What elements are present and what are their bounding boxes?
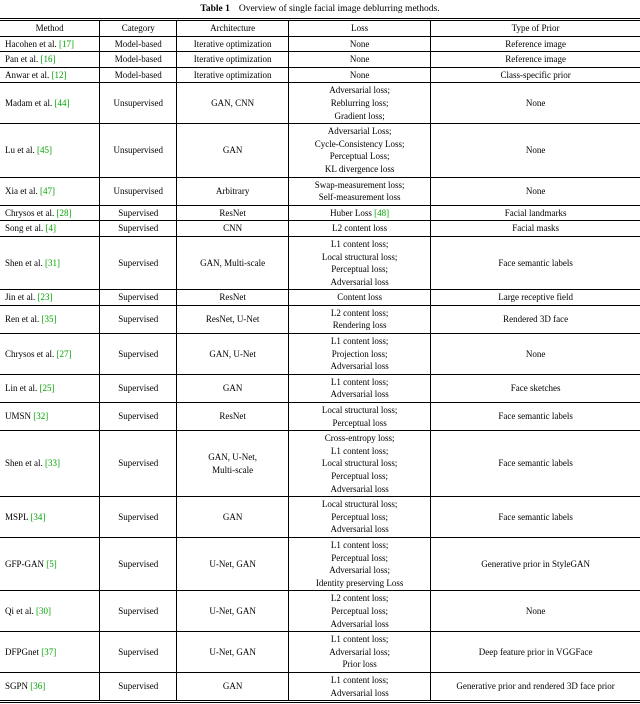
method-name: Jin et al. <box>5 292 38 303</box>
loss-line: Prior loss <box>342 659 377 670</box>
prior-cell: Face semantic labels <box>431 431 640 497</box>
method-cell <box>0 205 100 221</box>
loss-line: Adversarial loss <box>330 483 389 494</box>
category-cell: Supervised <box>100 374 177 402</box>
architecture-line: ResNet, U-Net <box>205 314 260 325</box>
loss-line: L1 content loss; <box>330 445 389 456</box>
architecture-line: ResNet <box>219 411 246 422</box>
loss-line: Identity preserving Loss <box>315 577 404 588</box>
loss-line: L1 content loss; <box>330 674 389 685</box>
citation-link[interactable]: [32] <box>33 411 49 422</box>
method-cell <box>0 374 100 402</box>
loss-line: Perceptual loss; <box>331 471 389 481</box>
loss-line: Self-measurement loss <box>318 192 401 203</box>
architecture-cell <box>177 537 289 590</box>
table-caption-text: Overview of single facial image deblurring methods. <box>238 4 440 14</box>
architecture-line: GAN <box>222 383 243 394</box>
category-cell: Supervised <box>100 403 177 431</box>
loss-line: Gradient loss; <box>334 110 385 121</box>
loss-line: Local structural loss; <box>321 458 398 469</box>
loss-line: Adversarial loss <box>330 524 389 535</box>
architecture-cell <box>177 67 289 83</box>
method-cell <box>0 672 100 701</box>
method-name: Shen et al. <box>5 257 45 268</box>
method-name: SGPN <box>5 681 31 692</box>
architecture-cell <box>177 431 289 497</box>
loss-line: None <box>349 69 370 80</box>
architecture-line: GAN, U-Net, <box>208 452 257 463</box>
loss-line: Adversarial loss <box>330 618 389 629</box>
loss-line: None <box>349 38 370 49</box>
citation-link[interactable]: [44] <box>54 97 70 108</box>
architecture-line: Iterative optimization <box>193 69 272 80</box>
method-name: Pan et al. <box>5 54 41 65</box>
loss-cell <box>289 236 431 289</box>
loss-line: Perceptual Loss; <box>329 151 390 162</box>
loss-line: Local structural loss; <box>321 251 398 262</box>
method-cell <box>0 591 100 632</box>
table-caption <box>0 0 640 18</box>
architecture-cell <box>177 591 289 632</box>
architecture-line: U-Net, GAN <box>209 605 256 616</box>
method-cell <box>0 52 100 68</box>
loss-line: Local structural loss; <box>321 499 398 510</box>
loss-line: Local structural loss; <box>321 405 398 416</box>
prior-cell: Face semantic labels <box>431 236 640 289</box>
citation-link[interactable]: [17] <box>58 38 74 49</box>
loss-line: Swap-measurement loss; <box>314 179 405 190</box>
prior-cell: Facial landmarks <box>431 205 640 221</box>
category-cell: Supervised <box>100 205 177 221</box>
architecture-cell <box>177 305 289 333</box>
prior-cell: Deep feature prior in VGGFace <box>431 632 640 673</box>
category-cell: Model-based <box>100 67 177 83</box>
loss-line: Cross-entropy loss; <box>324 433 395 444</box>
loss-line: None <box>349 54 370 65</box>
category-cell: Unsupervised <box>100 83 177 124</box>
loss-line: Perceptual loss <box>332 417 387 428</box>
method-cell <box>0 83 100 124</box>
citation-link[interactable]: [35] <box>41 314 57 325</box>
loss-cell <box>289 374 431 402</box>
method-name: Shen et al. <box>5 458 45 469</box>
loss-line: L1 content loss; <box>330 238 389 249</box>
table-row-chrysos-et-al <box>0 334 640 375</box>
architecture-line: ResNet <box>219 292 246 303</box>
loss-line: Perceptual loss; <box>331 605 389 616</box>
method-name: DFPGnet <box>5 646 42 657</box>
method-name: GFP-GAN <box>5 558 47 569</box>
table-row-xia-et-al <box>0 177 640 205</box>
table-row-mspl <box>0 497 640 538</box>
loss-cell <box>289 672 431 701</box>
loss-line: KL divergence loss <box>324 163 395 174</box>
citation-link[interactable]: [27] <box>56 348 72 359</box>
architecture-line: U-Net, GAN <box>209 646 256 657</box>
loss-cell <box>289 591 431 632</box>
loss-cell <box>289 221 431 237</box>
column-header-category: Category <box>100 20 177 37</box>
prior-cell: None <box>431 177 640 205</box>
method-name: Hacohen et al. <box>5 38 59 49</box>
method-name: Madam et al. <box>5 97 55 108</box>
loss-cell <box>289 431 431 497</box>
architecture-line: GAN <box>222 511 243 522</box>
prior-cell: None <box>431 591 640 632</box>
architecture-cell <box>177 177 289 205</box>
loss-line: L2 content loss <box>332 223 388 234</box>
method-name: Xia et al. <box>5 185 40 196</box>
citation-link[interactable]: [12] <box>51 69 67 80</box>
citation-link[interactable]: [16] <box>40 54 56 65</box>
category-cell: Supervised <box>100 221 177 237</box>
table-row-qi-et-al <box>0 591 640 632</box>
architecture-cell <box>177 632 289 673</box>
citation-link[interactable]: [31] <box>45 257 60 268</box>
loss-line: L1 content loss; <box>330 539 389 550</box>
loss-cell <box>289 36 431 52</box>
loss-cell <box>289 52 431 68</box>
loss-line: L1 content loss; <box>330 634 389 645</box>
method-cell <box>0 36 100 52</box>
table-row-chrysos-et-al <box>0 205 640 221</box>
loss-cell <box>289 305 431 333</box>
prior-cell: Reference image <box>431 52 640 68</box>
method-name: Chrysos et al. <box>5 207 57 218</box>
architecture-cell <box>177 36 289 52</box>
loss-line: Perceptual loss; <box>331 511 389 522</box>
loss-line: Adversarial loss; <box>329 85 391 96</box>
method-name: Chrysos et al. <box>5 348 57 359</box>
method-cell <box>0 334 100 375</box>
method-name: Lin et al. <box>5 383 40 394</box>
loss-cell <box>289 177 431 205</box>
method-cell <box>0 403 100 431</box>
loss-line: Projection loss; <box>331 348 388 359</box>
prior-cell: None <box>431 124 640 177</box>
loss-line: Content loss <box>337 292 383 303</box>
architecture-cell <box>177 124 289 177</box>
architecture-cell <box>177 334 289 375</box>
architecture-line: Iterative optimization <box>193 54 272 65</box>
loss-line: Reblurring loss; <box>330 97 389 108</box>
loss-line: Adversarial loss <box>330 687 389 698</box>
method-cell <box>0 290 100 306</box>
prior-cell: Face semantic labels <box>431 403 640 431</box>
method-name: Ren et al. <box>5 314 42 325</box>
prior-cell: Generative prior and rendered 3D face prior <box>431 672 640 701</box>
table-row-sgpn <box>0 672 640 701</box>
citation-link[interactable]: [23] <box>37 292 53 303</box>
category-cell: Supervised <box>100 431 177 497</box>
loss-line: L2 content loss; <box>330 593 389 604</box>
table-row-shen-et-al <box>0 236 640 289</box>
citation-link[interactable]: [36] <box>30 681 46 692</box>
method-cell <box>0 632 100 673</box>
loss-cell <box>289 403 431 431</box>
loss-cell <box>289 205 431 221</box>
prior-cell: Large receptive field <box>431 290 640 306</box>
citation-link[interactable]: [28] <box>56 207 72 218</box>
loss-cell <box>289 67 431 83</box>
citation-link[interactable]: [47] <box>40 185 55 196</box>
column-header-loss: Loss <box>289 20 431 37</box>
architecture-line: U-Net, GAN <box>209 558 256 569</box>
architecture-cell <box>177 83 289 124</box>
architecture-cell <box>177 374 289 402</box>
prior-cell: Class-specific prior <box>431 67 640 83</box>
citation-link[interactable]: [5] <box>46 558 57 569</box>
architecture-cell <box>177 290 289 306</box>
table-row-song-et-al <box>0 221 640 237</box>
table-label: Table 1 <box>200 4 230 14</box>
architecture-cell <box>177 236 289 289</box>
prior-cell: None <box>431 83 640 124</box>
table-row-shen-et-al <box>0 431 640 497</box>
architecture-cell <box>177 221 289 237</box>
method-cell <box>0 236 100 289</box>
category-cell: Unsupervised <box>100 177 177 205</box>
loss-cell <box>289 632 431 673</box>
category-cell: Model-based <box>100 36 177 52</box>
loss-cell <box>289 497 431 538</box>
loss-line: Adversarial loss; <box>329 646 391 657</box>
methods-table <box>0 18 640 703</box>
citation-link[interactable]: [4] <box>45 223 56 234</box>
method-name: Qi et al. <box>5 605 36 616</box>
citation-link[interactable]: [25] <box>39 383 55 394</box>
method-cell <box>0 431 100 497</box>
architecture-line: GAN <box>222 681 243 692</box>
citation-link[interactable]: [34] <box>30 511 46 522</box>
table-row-jin-et-al <box>0 290 640 306</box>
loss-cell <box>289 537 431 590</box>
header-row <box>0 20 640 37</box>
citation-link[interactable]: [33] <box>45 458 60 469</box>
method-name: MSPL <box>5 511 31 522</box>
category-cell: Supervised <box>100 236 177 289</box>
method-cell <box>0 537 100 590</box>
method-cell <box>0 305 100 333</box>
method-cell <box>0 177 100 205</box>
category-cell: Supervised <box>100 334 177 375</box>
column-header-method: Method <box>0 20 100 37</box>
category-cell: Supervised <box>100 537 177 590</box>
category-cell: Supervised <box>100 672 177 701</box>
architecture-line: Iterative optimization <box>193 38 272 49</box>
loss-line: Rendering loss <box>332 320 387 331</box>
table-row-lin-et-al <box>0 374 640 402</box>
method-cell <box>0 221 100 237</box>
loss-line: L2 content loss; <box>330 307 389 318</box>
method-cell <box>0 497 100 538</box>
prior-cell: Reference image <box>431 36 640 52</box>
table-row-pan-et-al <box>0 52 640 68</box>
loss-line: Huber Loss [48] <box>330 207 390 218</box>
architecture-line: GAN, Multi-scale <box>200 257 266 268</box>
table-row-lu-et-al <box>0 124 640 177</box>
category-cell: Unsupervised <box>100 124 177 177</box>
loss-line: Adversarial loss; <box>329 565 391 576</box>
loss-line: Perceptual loss; <box>331 264 389 275</box>
loss-line: Adversarial loss <box>330 276 389 287</box>
prior-cell: None <box>431 334 640 375</box>
loss-line: Adversarial Loss; <box>327 126 392 137</box>
citation-link[interactable]: [37] <box>41 646 57 657</box>
table-row-anwar-et-al <box>0 67 640 83</box>
loss-line: Adversarial loss <box>330 389 389 400</box>
table-row-hacohen-et-al <box>0 36 640 52</box>
table-row-madam-et-al <box>0 83 640 124</box>
category-cell: Supervised <box>100 290 177 306</box>
column-header-architecture: Architecture <box>177 20 289 37</box>
loss-line: L1 content loss; <box>330 336 389 347</box>
prior-cell: Rendered 3D face <box>431 305 640 333</box>
loss-cell <box>289 124 431 177</box>
loss-cell <box>289 290 431 306</box>
prior-cell: Facial masks <box>431 221 640 237</box>
citation-link[interactable]: [30] <box>36 605 51 616</box>
method-cell <box>0 67 100 83</box>
architecture-cell <box>177 672 289 701</box>
architecture-cell <box>177 52 289 68</box>
prior-cell: Face semantic labels <box>431 497 640 538</box>
method-name: Song et al. <box>5 223 46 234</box>
prior-cell: Generative prior in StyleGAN <box>431 537 640 590</box>
architecture-cell <box>177 497 289 538</box>
citation-link[interactable]: [48] <box>374 207 390 218</box>
loss-line: Perceptual loss; <box>331 552 389 563</box>
method-name: UMSN <box>5 411 34 422</box>
table-row-umsn <box>0 403 640 431</box>
architecture-line: ResNet <box>219 207 246 218</box>
architecture-line: CNN <box>223 223 243 234</box>
loss-line: Cycle-Consistency Loss; <box>314 138 405 149</box>
loss-line: L1 content loss; <box>330 376 389 387</box>
prior-cell: Face sketches <box>431 374 640 402</box>
architecture-line: GAN <box>222 145 243 156</box>
category-cell: Supervised <box>100 305 177 333</box>
category-cell: Supervised <box>100 632 177 673</box>
architecture-line: GAN, U-Net <box>209 348 256 359</box>
category-cell: Supervised <box>100 497 177 538</box>
architecture-line: GAN, CNN <box>211 97 255 108</box>
loss-cell <box>289 334 431 375</box>
category-cell: Model-based <box>100 52 177 68</box>
table-row-dfpgnet <box>0 632 640 673</box>
loss-line: Adversarial loss <box>330 361 389 372</box>
column-header-type-of-prior: Type of Prior <box>431 20 640 37</box>
architecture-cell <box>177 403 289 431</box>
table-row-gfp-gan <box>0 537 640 590</box>
loss-cell <box>289 83 431 124</box>
method-cell <box>0 124 100 177</box>
architecture-cell <box>177 205 289 221</box>
method-name: Anwar et al. <box>5 69 52 80</box>
citation-link[interactable]: [45] <box>37 145 52 156</box>
architecture-line: Arbitrary <box>215 185 250 196</box>
table-row-ren-et-al <box>0 305 640 333</box>
architecture-line: Multi-scale <box>212 464 254 475</box>
category-cell: Supervised <box>100 591 177 632</box>
method-name: Lu et al. <box>5 145 37 156</box>
